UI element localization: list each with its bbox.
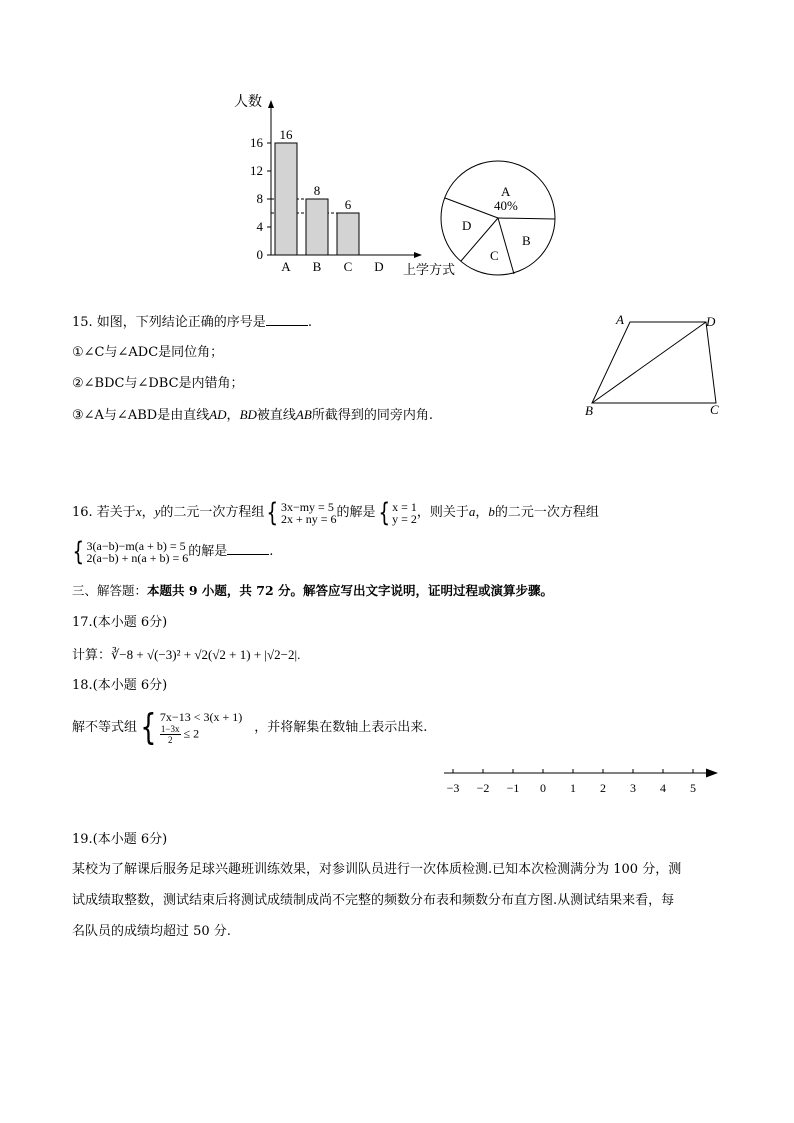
q16-line-2: { 3(a−b)−m(a + b) = 5 2(a−b) + n(a + b) = 6 的解是 . — [70, 538, 273, 566]
x-category-B: B — [312, 259, 322, 274]
q17-body: 计算：∛−8 + √(−3)² + √2(√2 + 1) + |√2−2|. — [72, 647, 301, 663]
vertex-c: C — [710, 402, 719, 417]
diagonal-bd — [592, 322, 706, 403]
vertex-b: B — [585, 403, 593, 418]
y-axis-arrow — [268, 100, 274, 108]
q19-line-1: 某校为了解课后服务足球兴趣班训练效果，对参训队员进行一次体质检测.已知本次检测满分为 100 分，测 — [72, 862, 682, 877]
solution-system: { x = 1 y = 2 — [377, 497, 417, 528]
bar-chart — [230, 88, 470, 283]
pie-chart — [440, 158, 562, 280]
number-line-label: −1 — [506, 781, 520, 795]
x-axis-label: 上学方式 — [403, 262, 456, 277]
q15-item-2: ②∠BDC与∠DBC是内错角； — [72, 376, 244, 391]
number-line-label: 1 — [570, 781, 576, 795]
x-category-A: A — [281, 259, 291, 274]
answer-blank — [266, 313, 308, 326]
number-line-label: 3 — [630, 781, 636, 795]
q19-line-3: 名队员的成绩均超过 50 分. — [72, 924, 231, 939]
q16-line-1: 16. 若关于x，y的二元一次方程组 { 3x−my = 5 2x + ny = 6 的解是 { x = 1 y = 2 ，则关于a，b的二元一次方程组 — [72, 497, 599, 528]
pie-label-a: A — [501, 184, 511, 199]
pie-annotation: 40% — [494, 198, 518, 213]
number-line-label: 5 — [690, 781, 696, 795]
number-line-label: 2 — [600, 781, 606, 795]
q19-title: 19.(本小题 6分) — [72, 832, 168, 847]
pie-label-b: B — [522, 233, 531, 248]
number-line-label: 4 — [660, 781, 666, 795]
number-line-label: 0 — [540, 781, 546, 795]
bar-value-label: 16 — [279, 127, 293, 142]
number-line-arrow — [706, 769, 718, 778]
number-line-label: −3 — [446, 781, 460, 795]
y-tick-label: 4 — [256, 219, 263, 234]
x-category-C: C — [343, 259, 353, 274]
bar-B — [306, 199, 328, 255]
equation-system-2: { 3(a−b)−m(a + b) = 5 2(a−b) + n(a + b) = 6 — [72, 536, 189, 567]
x-category-D: D — [374, 259, 384, 274]
vertex-a: A — [616, 312, 624, 327]
q17-expression: ∛−8 + √(−3)² + √2(√2 + 1) + |√2−2|. — [111, 647, 301, 662]
bar-C — [337, 213, 359, 255]
q19-line-2: 试成绩取整数，测试结束后将测试成绩制成尚不完整的频数分布表和频数分布直方图.从测试结果来看，每 — [72, 893, 675, 908]
q17-title: 17.(本小题 6分) — [72, 615, 168, 630]
bar-value-label: 8 — [313, 183, 321, 198]
equation-system-1: { 3x−my = 5 2x + ny = 6 — [266, 497, 337, 528]
quadrilateral-figure — [580, 308, 730, 423]
y-tick-label: 0 — [256, 247, 263, 262]
y-tick-label: 8 — [256, 191, 263, 206]
inequality-system: { 7x−13 < 3(x + 1) $\frac{1-3x}{2}$ ≤ 2 — [140, 706, 243, 748]
number-line — [436, 760, 726, 800]
bar-A — [275, 143, 297, 255]
q18-title: 18.(本小题 6分) — [72, 678, 168, 693]
bar-value-label: 6 — [344, 197, 352, 212]
section-heading: 三、解答题：本题共 9 小题，共 72 分。解答应写出文字说明，证明过程或演算步骤。 — [72, 583, 554, 598]
fraction: $\frac{1-3x}{2}$ — [160, 724, 180, 745]
q18-body: 解不等式组 { 7x−13 < 3(x + 1) $\frac{1-3x}{2}$ ≤ 2 ，并将解集在数轴上表示出来. — [72, 706, 428, 748]
q15-prompt: 15. 如图，下列结论正确的序号是 . — [72, 315, 312, 330]
x-axis-arrow — [414, 252, 422, 258]
pie-label-d: D — [462, 218, 472, 233]
y-tick-label: 12 — [250, 163, 263, 178]
answer-blank — [227, 542, 269, 555]
pie-label-c: C — [490, 248, 499, 263]
y-axis-label: 人数 — [234, 95, 262, 110]
y-tick-label: 16 — [250, 135, 263, 150]
q15-item-3: ③∠A与∠ABD是由直线AD，BD被直线AB所截得到的同旁内角. — [72, 407, 433, 423]
vertex-d: D — [706, 314, 716, 329]
quadrilateral-abcd — [592, 322, 716, 403]
number-line-label: −2 — [476, 781, 490, 795]
q15-item-1: ①∠C与∠ADC是同位角； — [72, 345, 224, 360]
